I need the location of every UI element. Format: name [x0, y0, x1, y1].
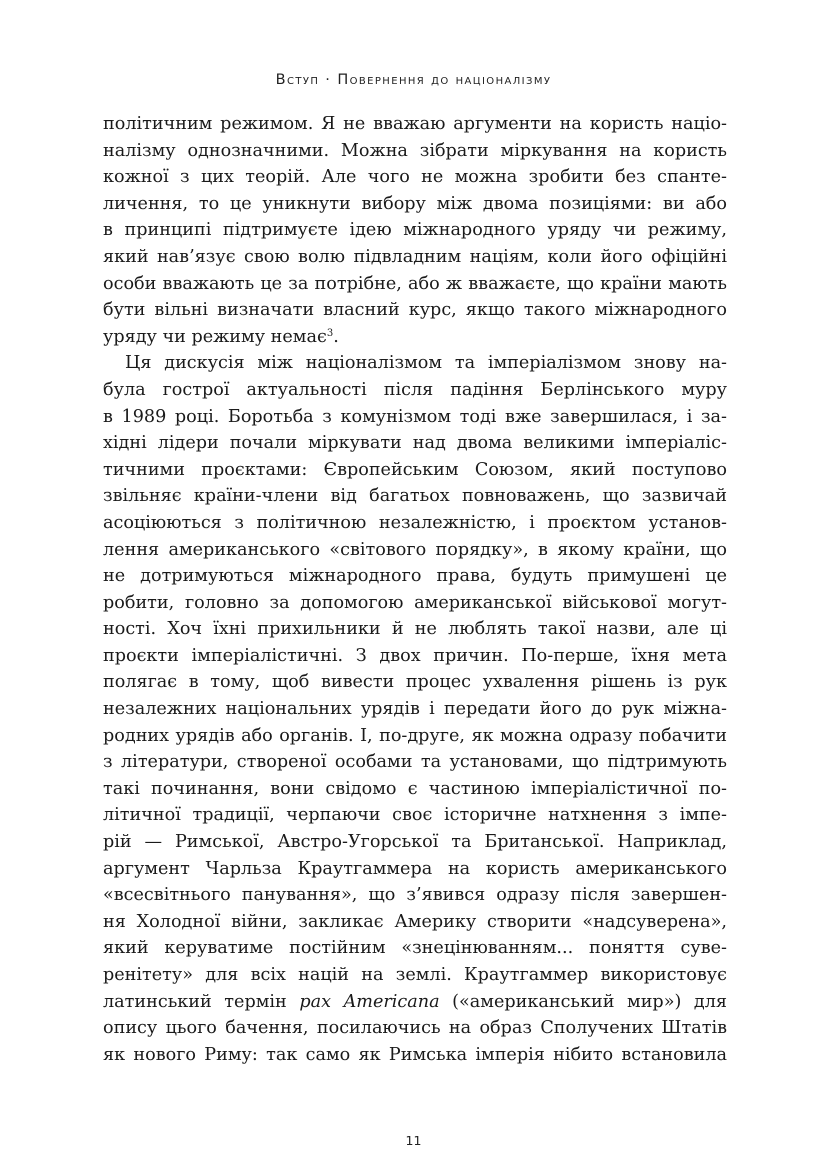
italic-term: pax Americana [299, 991, 440, 1012]
text-line: політичним режимом. Я не вважаю аргументи на користь націо- [103, 114, 727, 134]
text-line: опису цього бачення, посилаючись на образ Сполучених Штатів [103, 1018, 727, 1039]
text-line: ня Холодної війни, закликає Америку створити «надсуверена», [103, 911, 727, 932]
running-header: Вступ · Повернення до націоналізму [275, 72, 552, 88]
paragraph-end-line: уряду чи режиму немає$^3$. [103, 326, 339, 347]
text-segment: уряду чи режиму немає [103, 326, 327, 347]
text-line: кожної з цих теорій. Але чого не можна зробити без спанте- [103, 167, 727, 188]
text-line: в 1989 році. Боротьба з комунізмом тоді вже завершилася, і за- [103, 406, 727, 427]
text-line: була гострої актуальності після падіння Берлінського муру [103, 379, 727, 400]
text-line: не дотримуються міжнародного права, будуть примушені це [103, 566, 727, 587]
text-line: ності. Хоч їхні прихильники й не люблять такої назви, але ці [103, 619, 727, 640]
body-text [103, 111, 727, 1068]
text-line: полягає в тому, щоб вивести процес ухвалення рішень із рук [103, 672, 727, 693]
text-line: родних урядів або органів. І, по-друге, як можна одразу побачити [103, 725, 727, 746]
text-line: тичними проєктами: Європейським Союзом, який поступово [103, 459, 727, 480]
text-line-with-italic [103, 989, 727, 1016]
text-line: як нового Риму: так само як Римська імперія нібито встановила [103, 1044, 727, 1065]
text-line: в принципі підтримуєте ідею міжнародного уряду чи режиму, [103, 220, 727, 241]
text-segment: («американський мир») для [452, 991, 727, 1012]
text-segment: латинський термін [103, 991, 287, 1012]
footnote-marker[interactable]: 3 [326, 327, 334, 339]
text-line: особи вважають це за потрібне, або ж вважаєте, що країни мають [103, 273, 727, 294]
text-line: літичної традиції, черпаючи своє історичне натхнення з імпе- [103, 805, 727, 826]
text-line: личення, то це уникнути вибору між двома позиціями: ви або [103, 193, 727, 214]
text-line: звільняє країни-члени від багатьох повноважень, що зазвичай [103, 486, 727, 507]
page-number: 11 [405, 1133, 422, 1148]
text-line: проєкти імперіалістичні. З двох причин. По-перше, їхня мета [103, 645, 727, 666]
text-line: Ця дискусія між націоналізмом та імперіалізмом знову на- [125, 353, 727, 374]
text-line: рій — Римської, Австро-Угорської та Британської. Наприклад, [103, 832, 727, 853]
text-line: такі починання, вони свідомо є частиною імперіалістичної по- [103, 778, 727, 799]
text-line: лення американського «світового порядку», в якому країни, що [103, 539, 727, 560]
text-line: аргумент Чарльза Краутгаммера на користь американського [103, 858, 727, 879]
text-line: який керуватиме постійним «знецінюванням... поняття суве- [103, 938, 727, 959]
text-line: незалежних національних урядів і передати його до рук міжна- [103, 699, 727, 720]
text-line: налізму однозначними. Можна зібрати міркування на користь [103, 140, 727, 161]
text-line: асоціюються з політичною незалежністю, і проєктом установ- [103, 512, 727, 533]
text-line: який нав’язує свою волю підвладним націям, коли його офіційні [103, 246, 727, 267]
text-line: хідні лідери почали міркувати над двома великими імперіаліс- [103, 433, 727, 454]
text-line: робити, головно за допомогою американської військової могут- [103, 592, 727, 613]
text-line: «всесвітнього панування», що з’явився одразу після завершен- [103, 885, 727, 906]
text-line: бути вільні визначати власний курс, якщо такого міжнародного [103, 300, 727, 321]
text-line: з літератури, створеної особами та установами, що підтримують [103, 752, 727, 773]
text-line: ренітету» для всіх націй на землі. Краутгаммер використовує [103, 965, 727, 985]
